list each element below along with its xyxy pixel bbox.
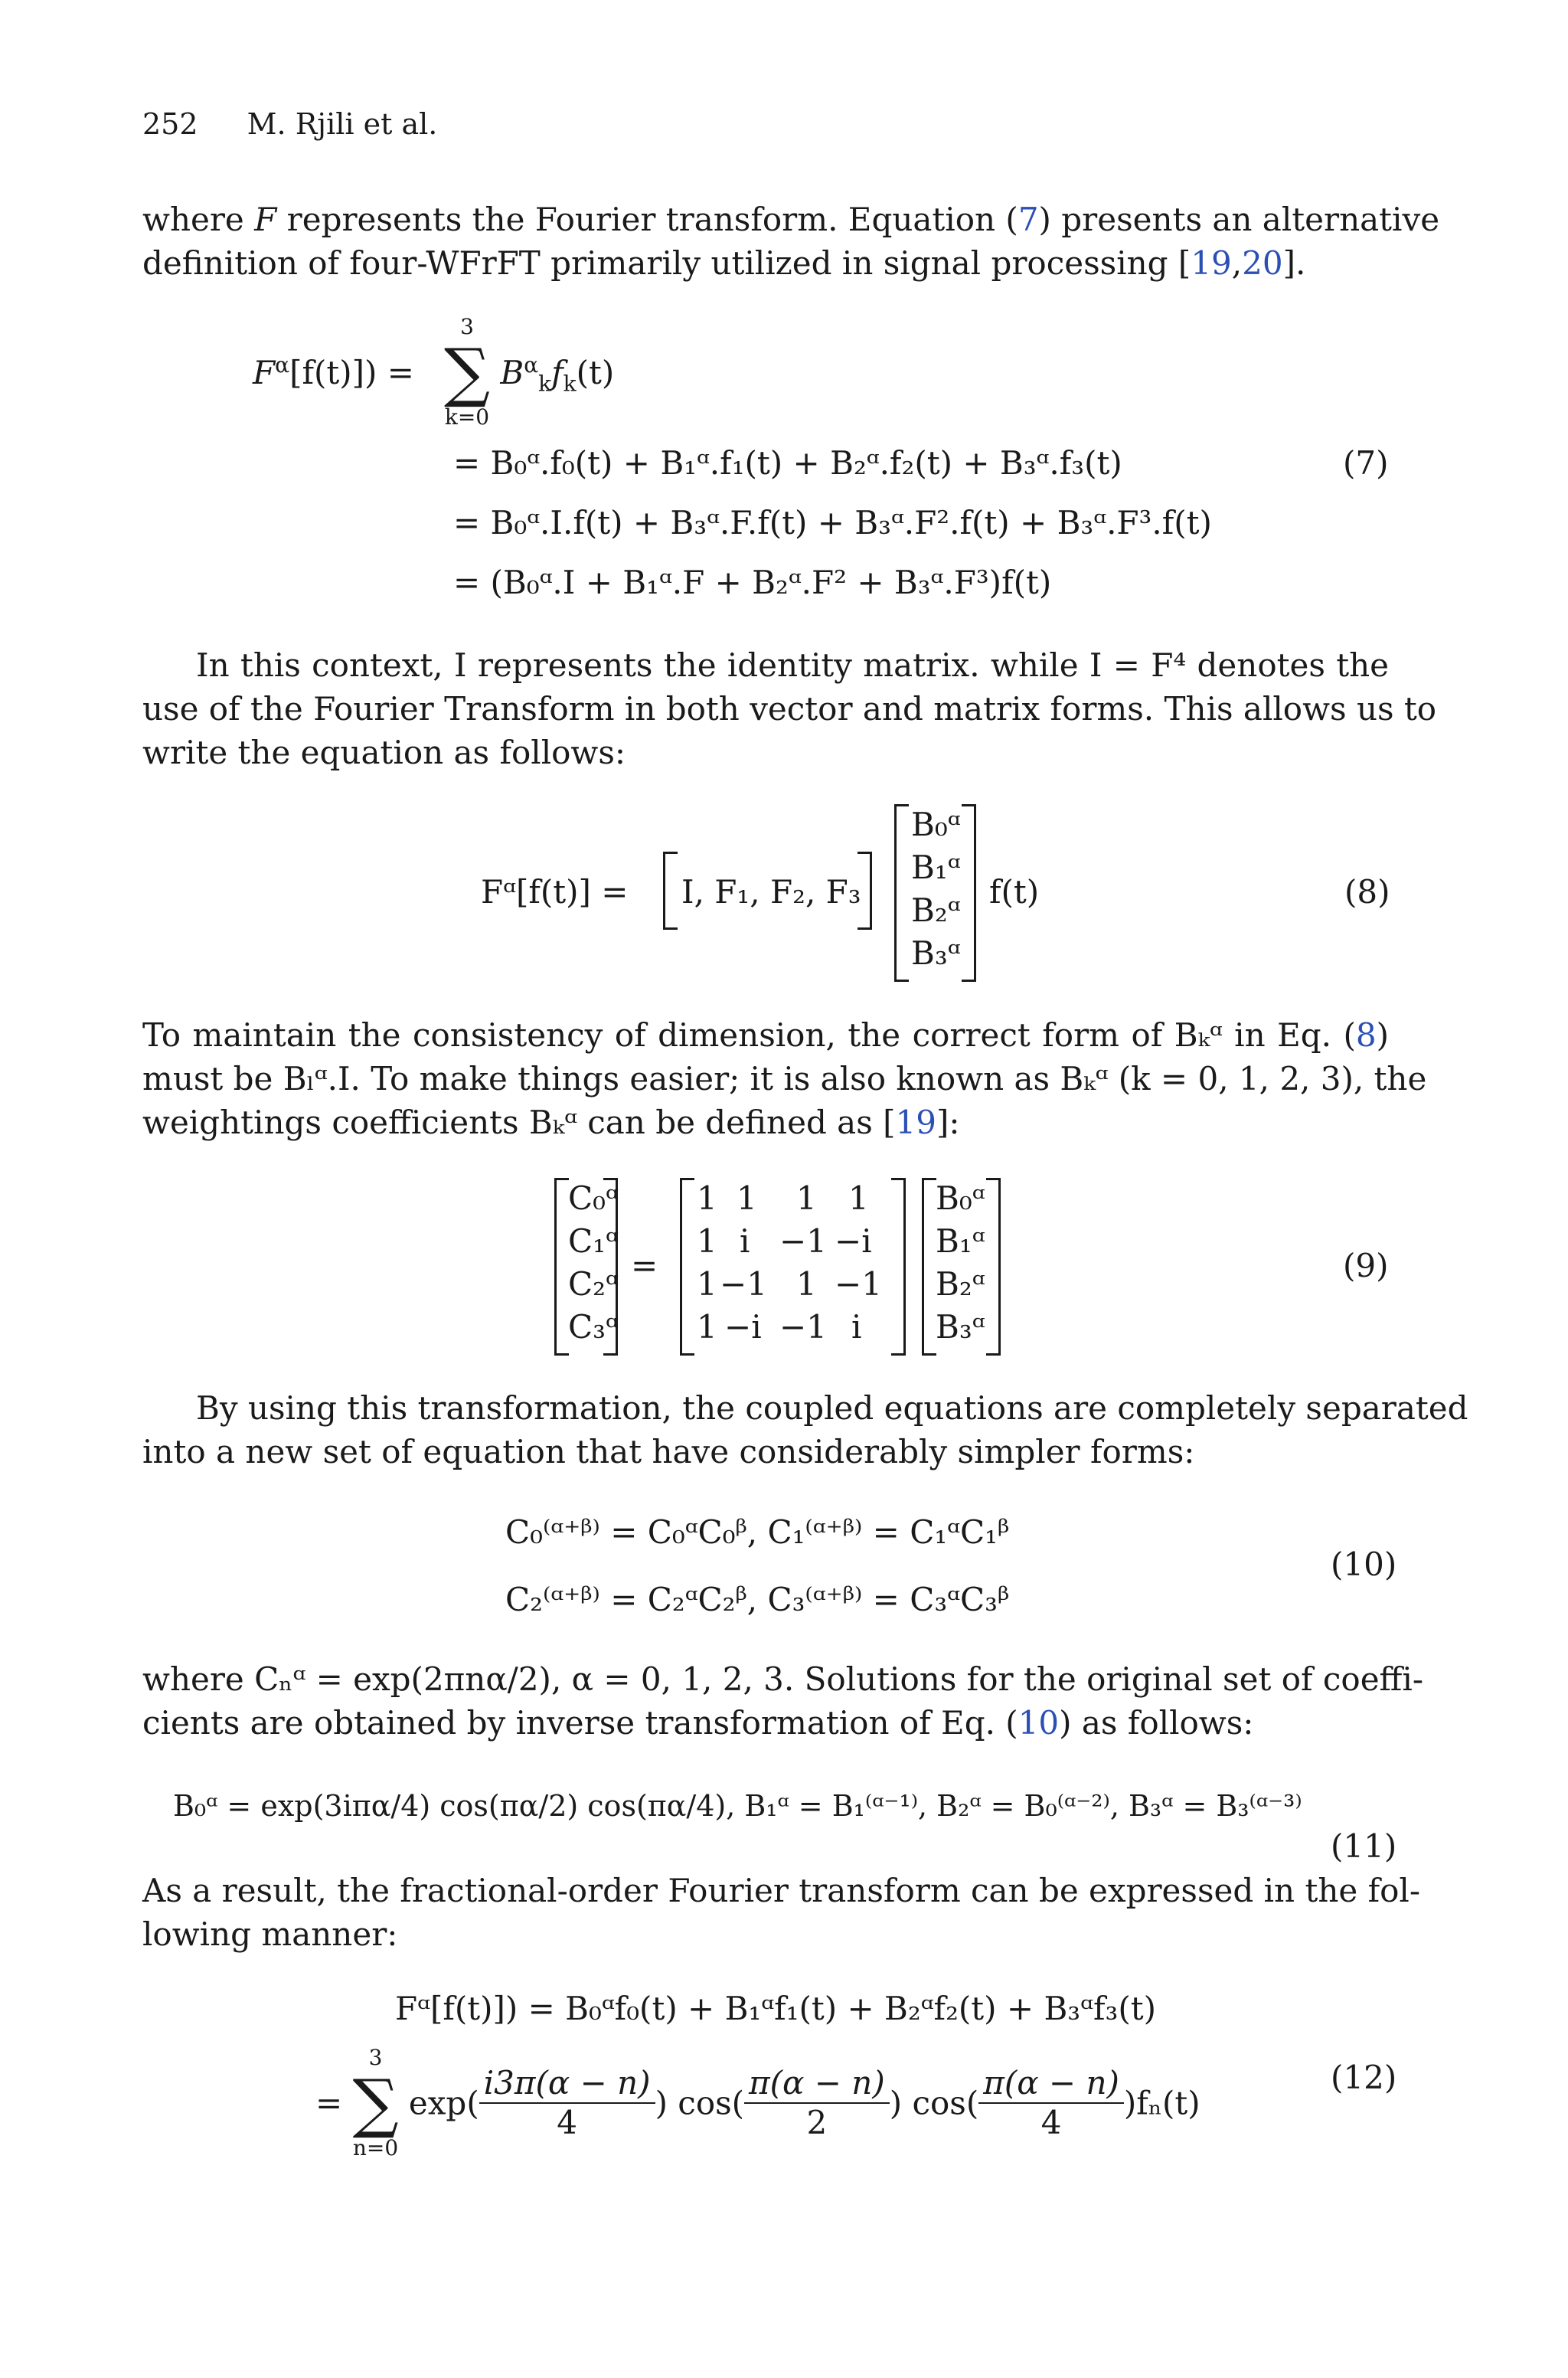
citation-link[interactable]: 19 bbox=[1191, 244, 1232, 282]
equation-number: (12) bbox=[1331, 2059, 1397, 2096]
column-entry: B₂ᵅ bbox=[936, 1265, 985, 1303]
equation-11-row: B₀ᵅ = exp(3iπα/4) cos(πα/2) cos(πα/4), B₁ᵅ = B₁⁽ᵅ⁻¹⁾, B₂ᵅ = B₀⁽ᵅ⁻²⁾, B₃ᵅ = B₃⁽ᵅ⁻³⁾ bbox=[173, 1789, 1302, 1823]
equation-number: (9) bbox=[1343, 1247, 1389, 1284]
equation-reference-link[interactable]: 8 bbox=[1355, 1016, 1377, 1054]
matrix-cell: 1 bbox=[697, 1265, 717, 1303]
right-bracket bbox=[603, 1178, 618, 1356]
author-line: M. Rjili et al. bbox=[247, 107, 438, 141]
column-entry: C₂ᵅ bbox=[568, 1265, 619, 1303]
equation-10-row: C₂⁽ᵅ⁺ᵝ⁾ = C₂ᵅC₂ᵝ, C₃⁽ᵅ⁺ᵝ⁾ = C₃ᵅC₃ᵝ bbox=[505, 1581, 1010, 1618]
paragraph-result bbox=[142, 1869, 1421, 1956]
equation-12-sum-row: = 3 ∑ n=0 exp( $\frac{i3\pi(\alpha - n)}{4}$ ) cos( $\frac{\pi(\alpha - n)}{2}$ ) cos( $\frac{\pi(\alpha - n)}{4}$ )fₙ(t) bbox=[315, 2045, 1200, 2160]
equation-7-sum: 3 ∑ k=0 $B^\alpha_kf_k(t)$ bbox=[444, 314, 615, 430]
right-bracket bbox=[891, 1178, 906, 1356]
equals-sign: = bbox=[631, 1247, 658, 1284]
left-bracket bbox=[554, 1178, 569, 1356]
paragraph-transformation bbox=[142, 1386, 1468, 1474]
fraction: $\frac{\pi(\alpha - n)}{4}$ bbox=[978, 2064, 1124, 2142]
text-line: where F represents the Fourier transform. Equation (7) presents an alternative bbox=[142, 201, 1440, 238]
matrix-cell: 1 bbox=[737, 1179, 757, 1217]
matrix-cell: −i bbox=[724, 1308, 762, 1346]
paragraph-solutions bbox=[142, 1657, 1424, 1745]
text-line: In this context, I represents the identity matrix. while I = F⁴ denotes the bbox=[196, 646, 1389, 684]
citation-link[interactable]: 20 bbox=[1242, 244, 1283, 282]
equation-7-row: = B₀ᵅ.I.f(t) + B₃ᵅ.F.f(t) + B₃ᵅ.F².f(t) + B₃ᵅ.F³.f(t) bbox=[453, 504, 1212, 541]
text-line: lowing manner: bbox=[142, 1915, 398, 1953]
column-entry: B₃ᵅ bbox=[911, 934, 961, 972]
text-line: As a result, the fractional-order Fourier transform can be expressed in the fol- bbox=[142, 1872, 1421, 1909]
summation-symbol: ∑ bbox=[444, 335, 490, 410]
equation-7-lhs: $F^\alpha[f(t)]$) = bbox=[253, 352, 414, 391]
column-entry: C₃ᵅ bbox=[568, 1308, 619, 1346]
matrix-cell: 1 bbox=[697, 1222, 717, 1260]
matrix-cell: 1 bbox=[848, 1179, 869, 1217]
text-line: cients are obtained by inverse transformation of Eq. (10) as follows: bbox=[142, 1704, 1254, 1742]
column-entry: C₁ᵅ bbox=[568, 1222, 619, 1260]
equation-10-row: C₀⁽ᵅ⁺ᵝ⁾ = C₀ᵅC₀ᵝ, C₁⁽ᵅ⁺ᵝ⁾ = C₁ᵅC₁ᵝ bbox=[505, 1513, 1010, 1551]
equation-number: (8) bbox=[1344, 873, 1390, 911]
citation-link[interactable]: 19 bbox=[895, 1104, 936, 1141]
matrix-cell: −1 bbox=[779, 1308, 827, 1346]
right-bracket bbox=[986, 1178, 1001, 1356]
left-bracket bbox=[894, 804, 909, 982]
column-entry: B₀ᵅ bbox=[911, 806, 961, 843]
column-entry: B₀ᵅ bbox=[936, 1179, 985, 1217]
running-header bbox=[142, 107, 437, 141]
equation-12-row: Fᵅ[f(t)]) = B₀ᵅf₀(t) + B₁ᵅf₁(t) + B₂ᵅf₂(t) + B₃ᵅf₃(t) bbox=[395, 1990, 1156, 2027]
summation-symbol: ∑ bbox=[352, 2066, 399, 2141]
equation-number: (11) bbox=[1331, 1827, 1397, 1865]
text-line: into a new set of equation that have considerably simpler forms: bbox=[142, 1433, 1195, 1470]
equation-8-row-vector: I, F₁, F₂, F₃ bbox=[681, 873, 861, 911]
equation-reference-link[interactable]: 7 bbox=[1018, 201, 1039, 238]
matrix-cell: −1 bbox=[835, 1265, 882, 1303]
left-bracket bbox=[663, 852, 678, 930]
paragraph-intro bbox=[142, 198, 1440, 285]
text-line: By using this transformation, the coupled equations are completely separated bbox=[196, 1389, 1468, 1427]
matrix-cell: 1 bbox=[697, 1308, 717, 1346]
text-line: weightings coefficients Bₖᵅ can be defined as [19]: bbox=[142, 1104, 960, 1141]
paragraph-identity bbox=[142, 643, 1437, 774]
matrix-cell: 1 bbox=[697, 1179, 717, 1217]
text-line: must be Bₗᵅ.I. To make things easier; it is also known as Bₖᵅ (k = 0, 1, 2, 3), the bbox=[142, 1060, 1427, 1097]
matrix-cell: i bbox=[740, 1222, 750, 1260]
column-entry: B₁ᵅ bbox=[911, 849, 961, 886]
equation-8-lhs: Fᵅ[f(t)] = bbox=[481, 873, 629, 911]
right-bracket bbox=[858, 852, 872, 930]
matrix-cell: −1 bbox=[779, 1222, 827, 1260]
left-bracket bbox=[922, 1178, 936, 1356]
left-bracket bbox=[680, 1178, 694, 1356]
text-line: use of the Fourier Transform in both vector and matrix forms. This allows us to bbox=[142, 690, 1437, 728]
fraction: $\frac{i3\pi(\alpha - n)}{4}$ bbox=[479, 2064, 655, 2142]
page-number: 252 bbox=[142, 107, 198, 141]
paragraph-consistency bbox=[142, 1013, 1427, 1144]
matrix-cell: i bbox=[851, 1308, 862, 1346]
text-line: where Cₙᵅ = exp(2πnα/2), α = 0, 1, 2, 3. Solutions for the original set of coeffi- bbox=[142, 1660, 1424, 1698]
right-bracket bbox=[962, 804, 976, 982]
equation-reference-link[interactable]: 10 bbox=[1018, 1704, 1060, 1742]
matrix-cell: −i bbox=[835, 1222, 872, 1260]
column-entry: B₁ᵅ bbox=[936, 1222, 985, 1260]
matrix-cell: −1 bbox=[720, 1265, 767, 1303]
column-entry: B₂ᵅ bbox=[911, 891, 961, 929]
equation-7-row: = B₀ᵅ.f₀(t) + B₁ᵅ.f₁(t) + B₂ᵅ.f₂(t) + B₃ᵅ.f₃(t) bbox=[453, 444, 1122, 482]
fraction: $\frac{\pi(\alpha - n)}{2}$ bbox=[744, 2064, 890, 2142]
matrix-cell: 1 bbox=[796, 1265, 817, 1303]
text-line: To maintain the consistency of dimension, the correct form of Bₖᵅ in Eq. (8) bbox=[142, 1016, 1389, 1054]
equation-number: (7) bbox=[1343, 444, 1389, 482]
text-line: definition of four-WFrFT primarily utilized in signal processing [19,20]. bbox=[142, 244, 1306, 282]
column-entry: C₀ᵅ bbox=[568, 1179, 619, 1217]
matrix-cell: 1 bbox=[796, 1179, 817, 1217]
equation-number: (10) bbox=[1331, 1546, 1397, 1583]
equation-8-rhs: f(t) bbox=[989, 873, 1040, 911]
column-entry: B₃ᵅ bbox=[936, 1308, 985, 1346]
text-line: write the equation as follows: bbox=[142, 734, 626, 771]
equation-7-row: = (B₀ᵅ.I + B₁ᵅ.F + B₂ᵅ.F² + B₃ᵅ.F³)f(t) bbox=[453, 564, 1052, 601]
